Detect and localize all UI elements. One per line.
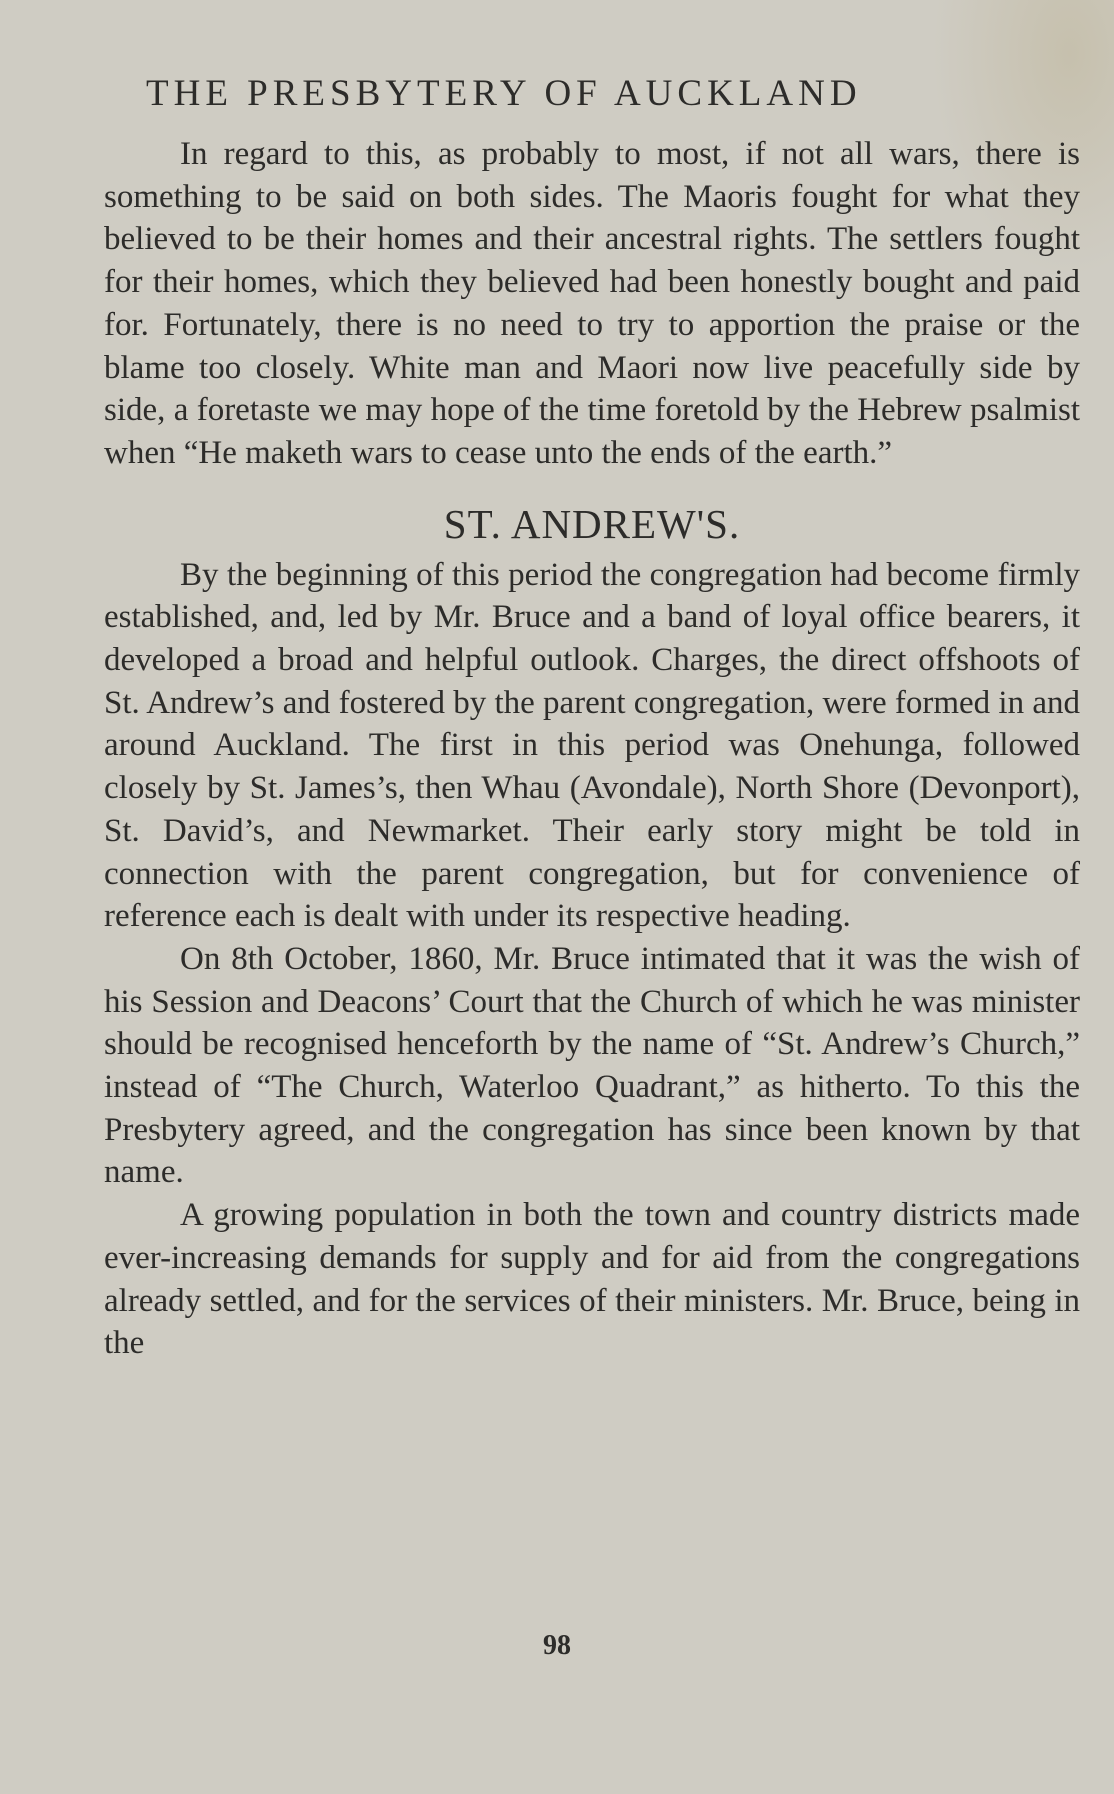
paragraph-wars: In regard to this, as probably to most, if not all wars, there is something to be said on both sides. The Maoris fought for what they believed to be their homes and their ancestral rights. The settlers fought for their homes, which they believed had been honestly bought and paid for. Fortunately, there is no need to try to apportion the praise or the blame too closely. White man and Maori now live peacefully side by side, a foretaste we may hope of the time foretold by the Hebrew psalmist when “He maketh wars to cease unto the ends of the earth.” (104, 136, 1080, 471)
page-number: 98 (543, 1630, 571, 1661)
paragraph-name-change: On 8th October, 1860, Mr. Bruce intimated that it was the wish of his Session and Deacons’ Court that the Church of which he was minister should be recognised henceforth by the name of “St. Andrew’s Church,” instead of “The Church, Waterloo Quadrant,” as hitherto. To this the Presbytery agreed, and the congregation has since been known by that name. (104, 940, 1080, 1191)
running-head: THE PRESBYTERY OF AUCKLAND (146, 73, 862, 114)
paragraph-population: A growing population in both the town and country districts made ever-increasing demands for supply and for aid from the congregations already settled, and for the services of their ministers. Mr. Bruce, being in the (104, 1197, 1080, 1362)
paragraph-congregation: By the beginning of this period the congregation had become firmly established, and, led by Mr. Bruce and a band of loyal office bearers, it developed a broad and helpful outlook. Charges, the direct offshoots of St. Andrew’s and fostered by the parent congregation, were formed in and around Auckland. The first in this period was Onehunga, followed closely by St. James’s, then Whau (Avondale), North Shore (Devonport), St. David’s, and Newmarket. Their early story might be told in connection with the parent congregation, but for convenience of reference each is dealt with under its respective heading. (104, 556, 1080, 935)
section-heading: ST. ANDREW'S. (443, 500, 741, 547)
